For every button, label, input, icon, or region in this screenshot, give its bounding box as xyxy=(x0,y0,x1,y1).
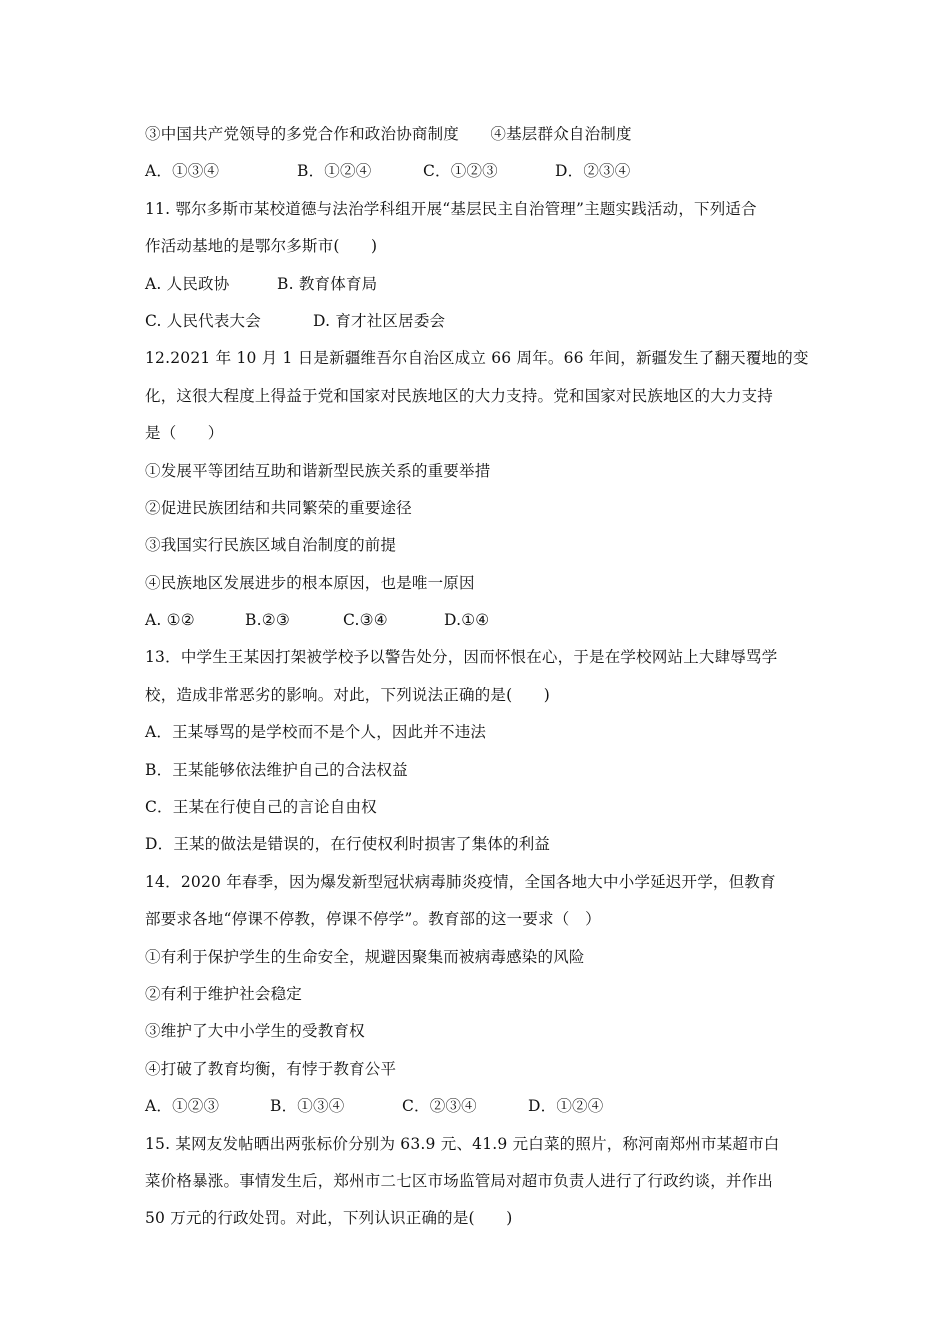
q14-stem-line-1: 14．2020 年春季，因为爆发新型冠状病毒肺炎疫情，全国各地大中小学延迟开学，但教育 xyxy=(145,872,776,891)
q14-item-4: ④打破了教育均衡，有悖于教育公平 xyxy=(145,1059,397,1078)
q11-options-row-1 xyxy=(145,266,810,303)
q12-options xyxy=(145,602,810,639)
q11-stem-line-1: 11. 鄂尔多斯市某校道德与法治学科组开展“基层民主自治管理”主题实践活动，下列适合 xyxy=(145,199,757,218)
q13-stem-line-1: 13．中学生王某因打架被学校予以警告处分，因而怀恨在心，于是在学校网站上大肆辱骂学 xyxy=(145,648,778,667)
q14-option-b: B．①③④ xyxy=(270,1097,345,1116)
q12-item-2: ②促进民族团结和共同繁荣的重要途径 xyxy=(145,498,412,517)
q12-option-c: C.③④ xyxy=(343,611,388,630)
q10-options xyxy=(145,153,810,190)
q14-options xyxy=(145,1088,810,1125)
q14-stem-line-2: 部要求各地“停课不停教，停课不停学”。教育部的这一要求（ ） xyxy=(145,910,601,929)
q10-option-d: D．②③④ xyxy=(555,162,631,181)
q14-item-3: ③维护了大中小学生的受教育权 xyxy=(145,1022,365,1041)
q13-option-b: B．王某能够依法维护自己的合法权益 xyxy=(145,760,408,779)
q10-option-b: B．①②④ xyxy=(297,162,372,181)
q15-stem-line-3: 50 万元的行政处罚。对此，下列认识正确的是( ) xyxy=(145,1209,513,1228)
q14-option-a: A．①②③ xyxy=(145,1097,220,1116)
q14-item-2: ②有利于维护社会稳定 xyxy=(145,984,303,1003)
question-content xyxy=(145,116,810,1238)
q12-option-a: A. ①② xyxy=(145,611,195,630)
q15-stem-line-2: 菜价格暴涨。事情发生后，郑州市二七区市场监管局对超市负责人进行了行政约谈，并作出 xyxy=(145,1171,774,1190)
q13-option-d: D．王某的做法是错误的，在行使权利时损害了集体的利益 xyxy=(145,835,551,854)
q11-stem-line-2: 作活动基地的是鄂尔多斯市( ) xyxy=(145,237,378,256)
q12-stem-line-2: 化，这很大程度上得益于党和国家对民族地区的大力支持。党和国家对民族地区的大力支持 xyxy=(145,386,774,405)
q12-item-4: ④民族地区发展进步的根本原因，也是唯一原因 xyxy=(145,573,475,592)
q11-options-row-2 xyxy=(145,303,810,340)
q15-stem-line-1: 15. 某网友发帖晒出两张标价分别为 63.9 元、41.9 元白菜的照片，称河南郑州市某超市白 xyxy=(145,1134,780,1153)
q14-option-c: C．②③④ xyxy=(402,1097,477,1116)
q11-option-c: C. 人民代表大会 xyxy=(145,311,261,330)
q14-item-1: ①有利于保护学生的生命安全，规避因聚集而被病毒感染的风险 xyxy=(145,947,585,966)
q11-option-b: B. 教育体育局 xyxy=(277,274,378,293)
q14-option-d: D．①②④ xyxy=(528,1097,604,1116)
q10-option-c: C．①②③ xyxy=(423,162,498,181)
q13-option-c: C．王某在行使自己的言论自由权 xyxy=(145,798,377,817)
q12-stem-line-3: 是（ ） xyxy=(145,424,224,443)
q13-stem-line-2: 校，造成非常恶劣的影响。对此，下列说法正确的是( ) xyxy=(145,685,550,704)
q12-stem-line-1: 12.2021 年 10 月 1 日是新疆维吾尔自治区成立 66 周年。66 年间，新疆发生了翻天覆地的变 xyxy=(145,349,809,368)
q11-option-a: A. 人民政协 xyxy=(145,274,230,293)
q11-option-d: D. 育才社区居委会 xyxy=(313,311,446,330)
q10-item-3-4: ③中国共产党领导的多党合作和政治协商制度 ④基层群众自治制度 xyxy=(145,125,632,143)
q12-item-1: ①发展平等团结互助和谐新型民族关系的重要举措 xyxy=(145,461,491,480)
q12-option-b: B.②③ xyxy=(245,611,290,630)
q12-item-3: ③我国实行民族区域自治制度的前提 xyxy=(145,536,397,555)
q12-option-d: D.①④ xyxy=(444,611,490,630)
q13-option-a: A．王某辱骂的是学校而不是个人，因此并不违法 xyxy=(145,723,487,742)
q10-option-a: A．①③④ xyxy=(145,162,220,181)
